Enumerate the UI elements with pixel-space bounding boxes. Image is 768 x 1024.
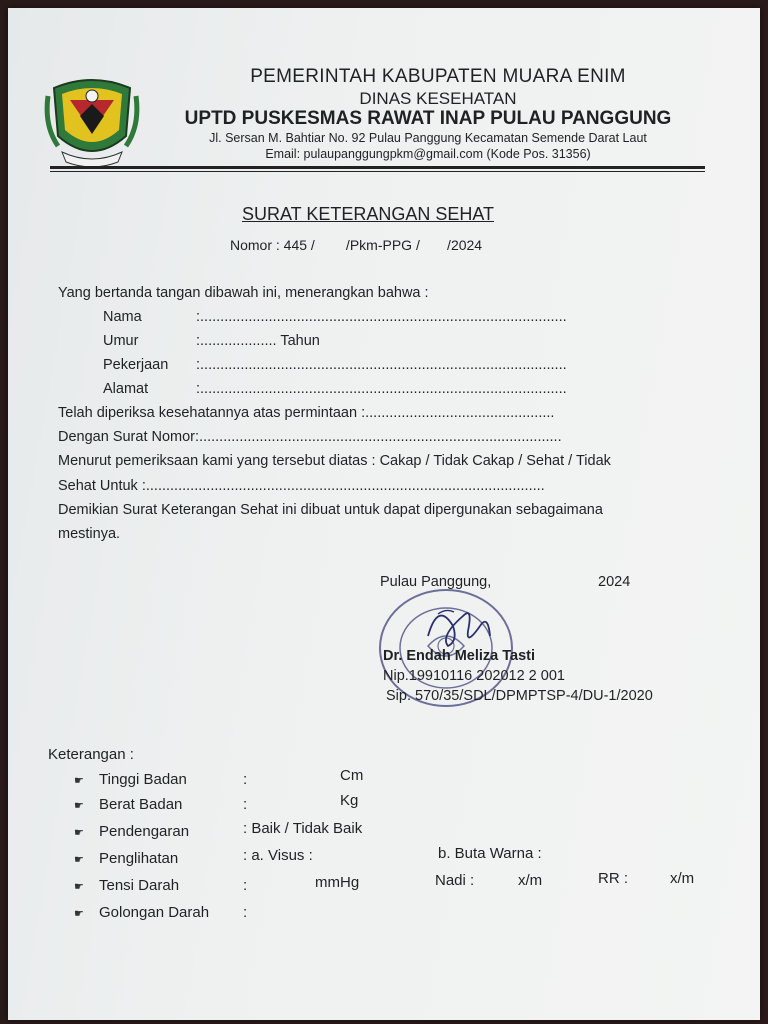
result-line-1: Menurut pemeriksaan kami yang tersebut diatas : Cakap / Tidak Cakap / Sehat / Tidak <box>58 453 611 469</box>
field-pekerjaan-value: :........................................................................................... <box>196 357 567 373</box>
signatory-name: Dr. Endah Meliza Tasti <box>383 648 536 664</box>
berat-badan-unit: Kg <box>340 792 359 809</box>
field-alamat-value: :........................................................................................... <box>196 381 567 397</box>
signature-year: 2024 <box>598 574 631 590</box>
letter-number-line: Dengan Surat Nomor:.......................................................................................... <box>58 429 562 445</box>
nadi-label: Nadi : <box>435 872 475 889</box>
examined-line: Telah diperiksa kesehatannya atas permintaan :............................................... <box>58 405 555 421</box>
pointing-hand-icon: ☛ <box>74 775 84 787</box>
tinggi-badan-label: Tinggi Badan <box>99 771 187 788</box>
pointing-hand-icon: ☛ <box>74 881 84 893</box>
closing-line-2: mestinya. <box>58 526 121 542</box>
header-address: Jl. Sersan M. Bahtiar No. 92 Pulau Panggung Kecamatan Semende Darat Laut <box>209 131 647 145</box>
tensi-darah-label: Tensi Darah <box>99 877 180 894</box>
pendengaran-label: Pendengaran <box>99 823 190 840</box>
document-sheet <box>8 8 760 1020</box>
field-pekerjaan-label: Pekerjaan <box>103 357 169 373</box>
intro-text: Yang bertanda tangan dibawah ini, menerangkan bahwa : <box>58 285 429 301</box>
rr-label: RR : <box>598 870 628 887</box>
header-government: PEMERINTAH KABUPATEN MUARA ENIM <box>250 66 626 87</box>
berat-badan-label: Berat Badan <box>99 796 183 813</box>
pointing-hand-icon: ☛ <box>74 827 84 839</box>
handwritten-signature-icon <box>418 596 498 656</box>
pendengaran-value: : Baik / Tidak Baik <box>243 820 363 837</box>
berat-badan-sep: : <box>243 796 248 813</box>
header-institution: UPTD PUSKESMAS RAWAT INAP PULAU PANGGUNG <box>184 108 672 129</box>
signature-place: Pulau Panggung, <box>380 574 492 590</box>
rr-unit: x/m <box>670 870 695 887</box>
golongan-darah-sep: : <box>243 904 248 921</box>
result-line-2: Sehat Untuk :................................................................................................... <box>58 478 545 494</box>
document-number: Nomor : 445 / /Pkm-PPG / /2024 <box>230 237 483 253</box>
header-divider-thin <box>50 171 705 172</box>
penglihatan-label: Penglihatan <box>99 850 179 867</box>
tinggi-badan-sep: : <box>243 771 248 788</box>
pointing-hand-icon: ☛ <box>74 854 84 866</box>
tensi-darah-unit: mmHg <box>315 874 360 891</box>
header-divider-thick <box>50 166 705 169</box>
document-title: SURAT KETERANGAN SEHAT <box>241 204 495 224</box>
header-department: DINAS KESEHATAN <box>359 89 517 108</box>
pointing-hand-icon: ☛ <box>74 800 84 812</box>
signatory-sip: Sip. 570/35/SDL/DPMPTSP-4/DU-1/2020 <box>386 688 653 704</box>
penglihatan-visus: : a. Visus : <box>243 847 313 864</box>
field-alamat-label: Alamat <box>103 381 149 397</box>
field-umur-value: :................... Tahun <box>196 333 320 349</box>
tinggi-badan-unit: Cm <box>340 767 364 784</box>
header-email: Email: pulaupanggungpkm@gmail.com (Kode Pos. 31356) <box>265 147 591 161</box>
muara-enim-emblem-icon <box>44 66 140 170</box>
tensi-darah-sep: : <box>243 877 248 894</box>
keterangan-heading: Keterangan : <box>48 746 134 763</box>
pointing-hand-icon: ☛ <box>74 908 84 920</box>
field-nama-label: Nama <box>103 309 142 325</box>
penglihatan-buta-warna: b. Buta Warna : <box>438 845 542 862</box>
golongan-darah-label: Golongan Darah <box>99 904 210 921</box>
signatory-nip: Nip.19910116 202012 2 001 <box>383 668 565 684</box>
field-nama-value: :........................................................................................... <box>196 309 567 325</box>
closing-line-1: Demikian Surat Keterangan Sehat ini dibuat untuk dapat dipergunakan sebagaimana <box>58 502 603 518</box>
field-umur-label: Umur <box>103 333 139 349</box>
nadi-unit: x/m <box>518 872 543 889</box>
